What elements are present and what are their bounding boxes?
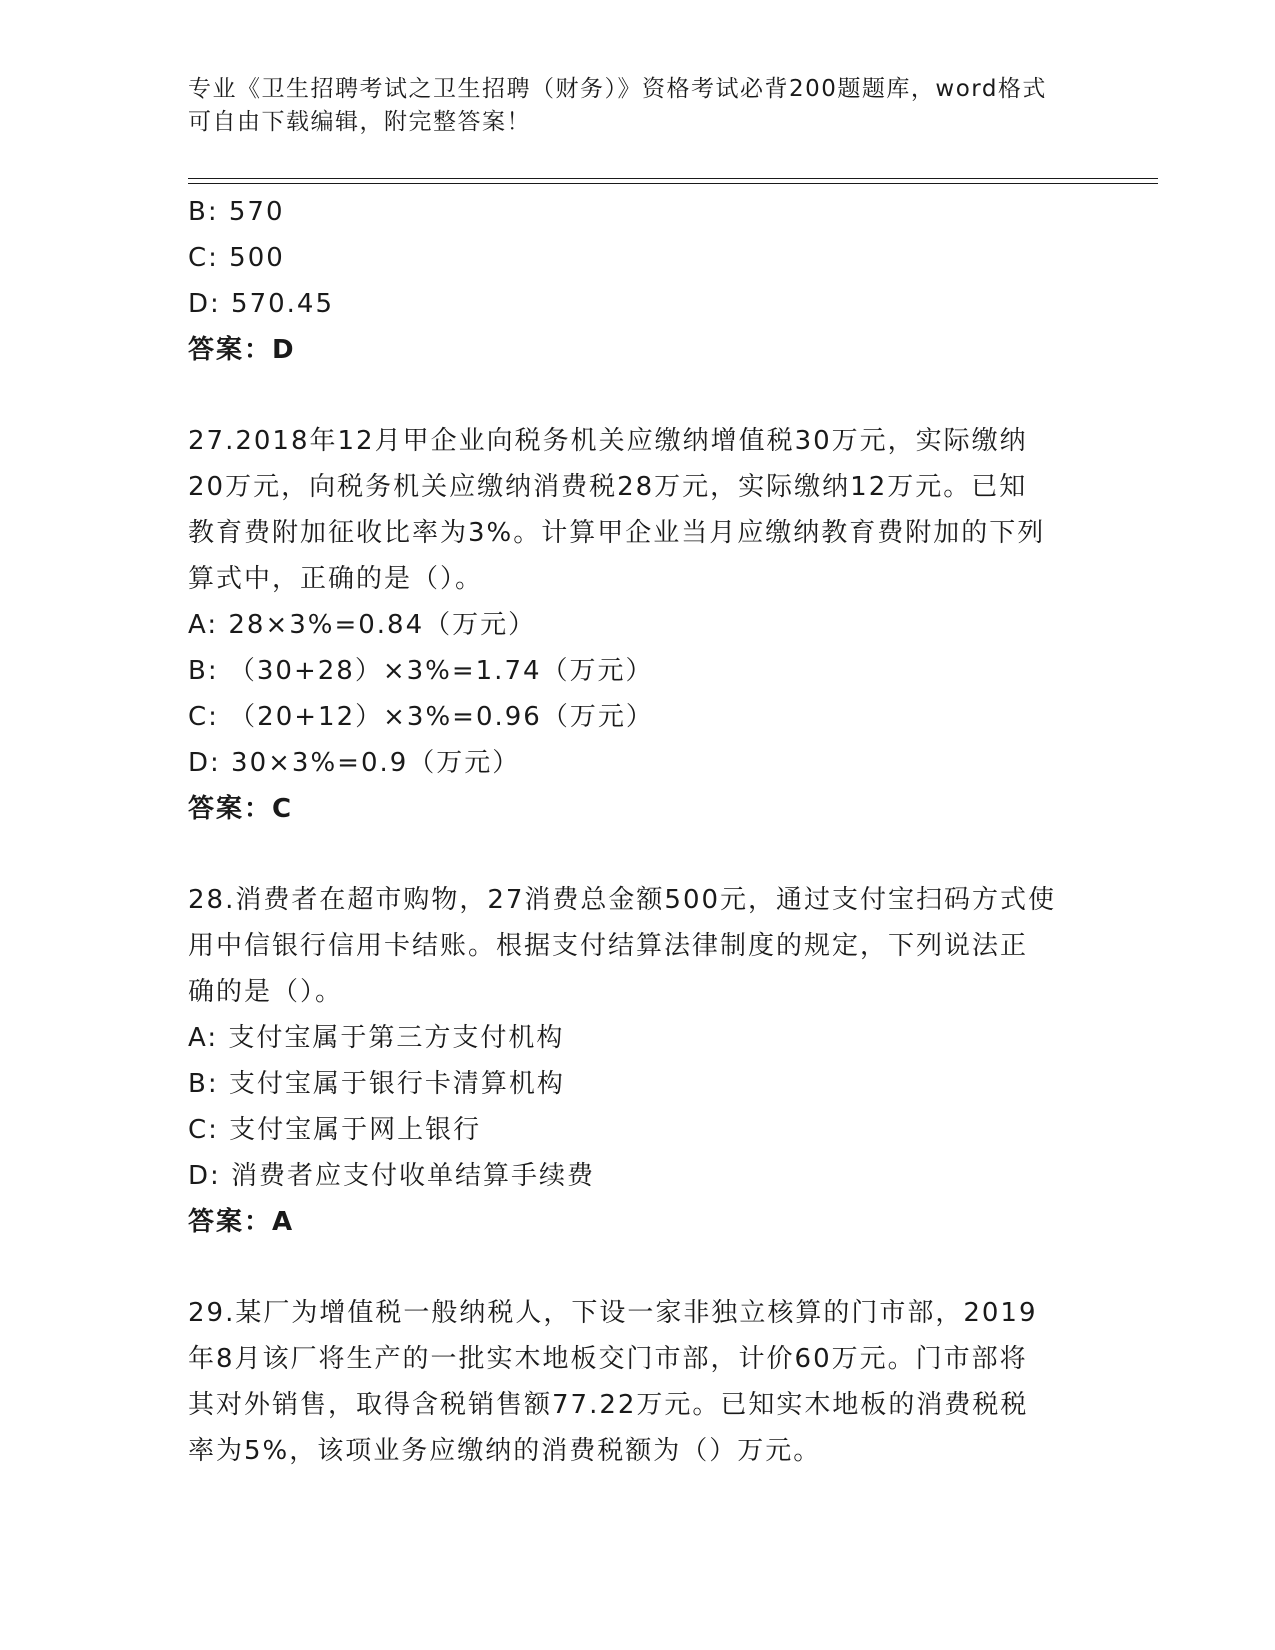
question-text-line: 29.某厂为增值税一般纳税人，下设一家非独立核算的门市部，2019 <box>188 1298 1038 1328</box>
option-b: B: 支付宝属于银行卡清算机构 <box>188 1069 565 1099</box>
header-line-2: 可自由下载编辑，附完整答案！ <box>188 109 531 135</box>
answer: 答案：C <box>188 794 294 824</box>
option-c: C: 支付宝属于网上银行 <box>188 1115 482 1145</box>
question-text-line: 27.2018年12月甲企业向税务机关应缴纳增值税30万元，实际缴纳 <box>188 426 1028 456</box>
header-rule-bottom <box>188 183 1158 184</box>
option-c: C: （20+12）×3%=0.96（万元） <box>188 702 654 732</box>
question-text-line: 率为5%，该项业务应缴纳的消费税额为（）万元。 <box>188 1436 822 1466</box>
option-b: B: （30+28）×3%=1.74（万元） <box>188 656 654 686</box>
header-line-1: 专业《卫生招聘考试之卫生招聘（财务）》资格考试必背200题题库，word格式 <box>188 76 1047 102</box>
question-28 <box>188 877 1088 1245</box>
option-b: B: 570 <box>188 197 285 227</box>
question-27 <box>188 418 1088 832</box>
option-a: A: 28×3%=0.84（万元） <box>188 610 537 640</box>
option-a: A: 支付宝属于第三方支付机构 <box>188 1023 565 1053</box>
answer: 答案：A <box>188 1207 295 1237</box>
question-text-line: 年8月该厂将生产的一批实木地板交门市部，计价60万元。门市部将 <box>188 1344 1028 1374</box>
header-rule-top <box>188 178 1158 179</box>
option-c: C: 500 <box>188 243 285 273</box>
question-text-line: 其对外销售，取得含税销售额77.22万元。已知实木地板的消费税税 <box>188 1390 1029 1420</box>
spacer <box>188 1245 1088 1290</box>
document-body <box>188 189 1088 1474</box>
page-header <box>188 73 1068 139</box>
spacer <box>188 373 1088 418</box>
question-text-line: 用中信银行信用卡结账。根据支付结算法律制度的规定，下列说法正 <box>188 931 1029 961</box>
question-26-continued <box>188 189 1088 373</box>
spacer <box>188 832 1088 877</box>
question-text-line: 教育费附加征收比率为3%。计算甲企业当月应缴纳教育费附加的下列 <box>188 518 1046 548</box>
question-text-line: 28.消费者在超市购物，27消费总金额500元，通过支付宝扫码方式使 <box>188 885 1057 915</box>
question-text-line: 算式中，正确的是（）。 <box>188 564 484 594</box>
question-29 <box>188 1290 1088 1474</box>
question-text-line: 确的是（）。 <box>188 977 344 1007</box>
option-d: D: 30×3%=0.9（万元） <box>188 748 521 778</box>
option-d: D: 消费者应支付收单结算手续费 <box>188 1161 596 1191</box>
answer: 答案：D <box>188 335 296 365</box>
question-text-line: 20万元，向税务机关应缴纳消费税28万元，实际缴纳12万元。已知 <box>188 472 1028 502</box>
option-d: D: 570.45 <box>188 289 335 319</box>
